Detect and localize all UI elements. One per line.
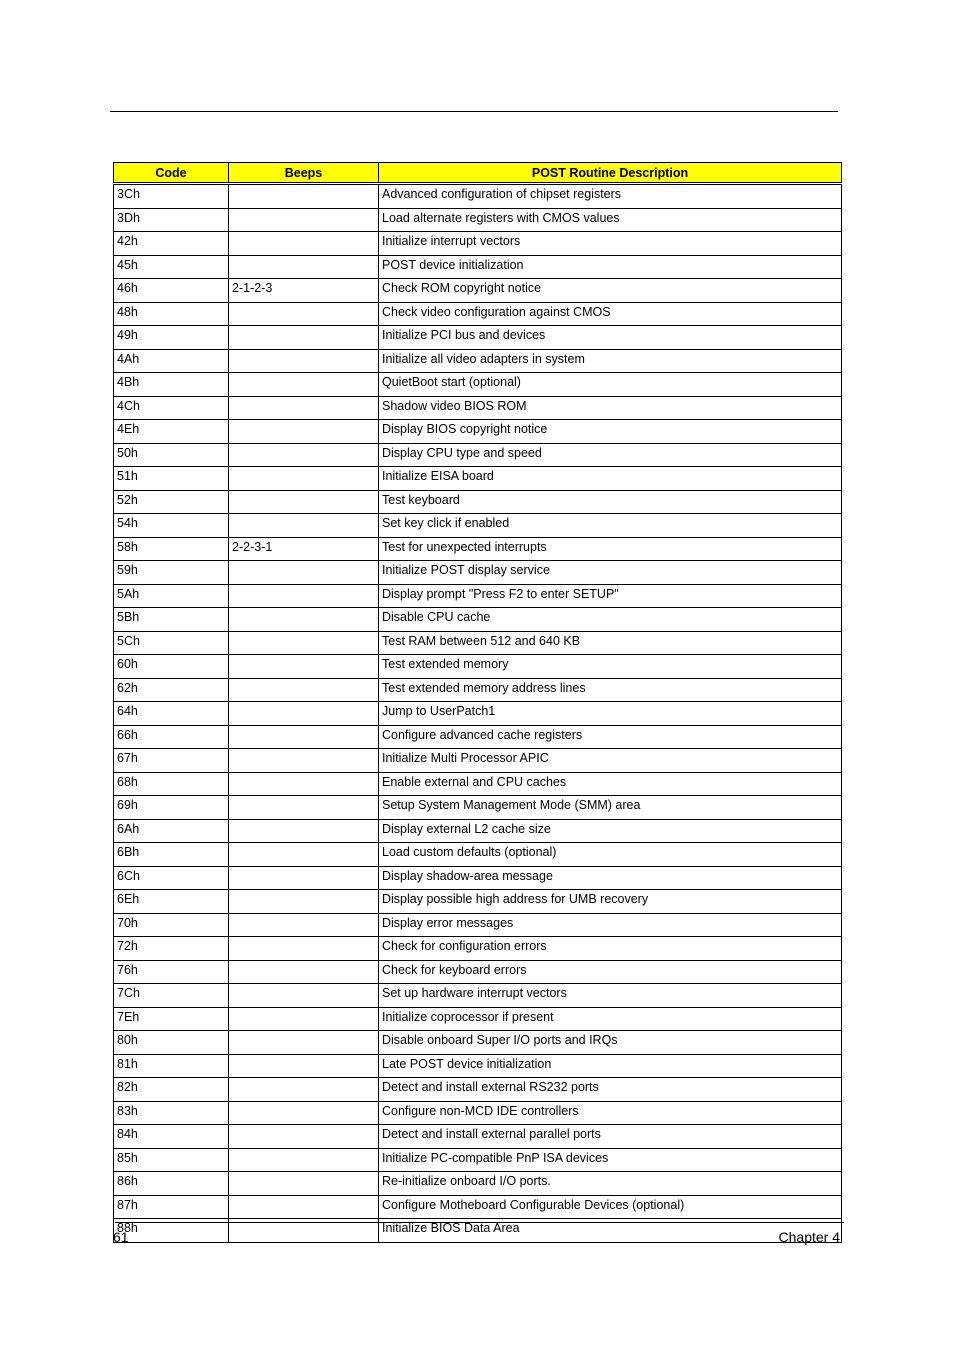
cell-beeps <box>229 678 379 702</box>
cell-code: 86h <box>114 1172 229 1196</box>
table-row <box>114 302 842 326</box>
cell-code: 4Ch <box>114 396 229 420</box>
cell-description: Jump to UserPatch1 <box>379 702 842 726</box>
cell-code: 68h <box>114 772 229 796</box>
cell-description: Configure non-MCD IDE controllers <box>379 1101 842 1125</box>
cell-beeps <box>229 890 379 914</box>
table-row <box>114 890 842 914</box>
cell-description: Detect and install external parallel ports <box>379 1125 842 1149</box>
cell-code: 85h <box>114 1148 229 1172</box>
table-row <box>114 866 842 890</box>
table-row <box>114 772 842 796</box>
table-row <box>114 420 842 444</box>
cell-code: 58h <box>114 537 229 561</box>
cell-beeps <box>229 1172 379 1196</box>
cell-beeps <box>229 819 379 843</box>
cell-beeps <box>229 232 379 256</box>
table-row <box>114 1148 842 1172</box>
table-row <box>114 396 842 420</box>
cell-description: Initialize all video adapters in system <box>379 349 842 373</box>
cell-code: 67h <box>114 749 229 773</box>
cell-code: 87h <box>114 1195 229 1219</box>
cell-description: Initialize EISA board <box>379 467 842 491</box>
table-row <box>114 490 842 514</box>
cell-code: 76h <box>114 960 229 984</box>
table-row <box>114 1054 842 1078</box>
cell-description: Load alternate registers with CMOS values <box>379 208 842 232</box>
cell-beeps <box>229 396 379 420</box>
table-row <box>114 1101 842 1125</box>
cell-beeps <box>229 208 379 232</box>
table-header-row <box>114 163 842 184</box>
table-row <box>114 819 842 843</box>
cell-description: Test keyboard <box>379 490 842 514</box>
cell-description: Late POST device initialization <box>379 1054 842 1078</box>
cell-beeps <box>229 608 379 632</box>
table-row <box>114 279 842 303</box>
cell-description: Re-initialize onboard I/O ports. <box>379 1172 842 1196</box>
cell-description: Initialize PCI bus and devices <box>379 326 842 350</box>
cell-beeps <box>229 255 379 279</box>
cell-description: Test extended memory <box>379 655 842 679</box>
cell-code: 45h <box>114 255 229 279</box>
table-row <box>114 678 842 702</box>
cell-description: Initialize BIOS Data Area <box>379 1219 842 1243</box>
cell-beeps <box>229 1054 379 1078</box>
cell-code: 4Ah <box>114 349 229 373</box>
table-row <box>114 1125 842 1149</box>
table-row <box>114 255 842 279</box>
cell-description: Configure advanced cache registers <box>379 725 842 749</box>
header-code: Code <box>114 163 229 184</box>
cell-description: Setup System Management Mode (SMM) area <box>379 796 842 820</box>
cell-code: 6Ah <box>114 819 229 843</box>
cell-description: Set key click if enabled <box>379 514 842 538</box>
cell-description: Display CPU type and speed <box>379 443 842 467</box>
table-row <box>114 725 842 749</box>
cell-code: 48h <box>114 302 229 326</box>
cell-beeps <box>229 1125 379 1149</box>
cell-beeps <box>229 1148 379 1172</box>
cell-code: 69h <box>114 796 229 820</box>
cell-beeps: 2-2-3-1 <box>229 537 379 561</box>
cell-code: 6Ch <box>114 866 229 890</box>
cell-beeps <box>229 749 379 773</box>
table-row <box>114 326 842 350</box>
cell-code: 84h <box>114 1125 229 1149</box>
cell-beeps <box>229 655 379 679</box>
cell-beeps <box>229 913 379 937</box>
cell-code: 5Ah <box>114 584 229 608</box>
table-row <box>114 514 842 538</box>
cell-beeps <box>229 1031 379 1055</box>
cell-description: Test for unexpected interrupts <box>379 537 842 561</box>
bottom-rule <box>115 1222 844 1223</box>
cell-description: Initialize POST display service <box>379 561 842 585</box>
cell-code: 64h <box>114 702 229 726</box>
cell-description: Test RAM between 512 and 640 KB <box>379 631 842 655</box>
table-row <box>114 537 842 561</box>
cell-beeps <box>229 702 379 726</box>
cell-code: 72h <box>114 937 229 961</box>
table-row <box>114 232 842 256</box>
cell-beeps <box>229 984 379 1008</box>
cell-code: 51h <box>114 467 229 491</box>
cell-code: 3Dh <box>114 208 229 232</box>
table-row <box>114 1031 842 1055</box>
cell-code: 4Eh <box>114 420 229 444</box>
cell-description: POST device initialization <box>379 255 842 279</box>
cell-code: 6Bh <box>114 843 229 867</box>
cell-code: 59h <box>114 561 229 585</box>
cell-description: Display possible high address for UMB recovery <box>379 890 842 914</box>
cell-description: Shadow video BIOS ROM <box>379 396 842 420</box>
cell-beeps <box>229 866 379 890</box>
cell-beeps <box>229 772 379 796</box>
table-row <box>114 608 842 632</box>
cell-beeps <box>229 725 379 749</box>
table-row <box>114 1078 842 1102</box>
table-row <box>114 1007 842 1031</box>
cell-description: Configure Motheboard Configurable Devices (optional) <box>379 1195 842 1219</box>
cell-beeps <box>229 1078 379 1102</box>
cell-code: 6Eh <box>114 890 229 914</box>
cell-description: Display BIOS copyright notice <box>379 420 842 444</box>
table-row <box>114 443 842 467</box>
table-row <box>114 796 842 820</box>
cell-code: 5Ch <box>114 631 229 655</box>
table-row <box>114 843 842 867</box>
cell-beeps <box>229 514 379 538</box>
cell-code: 7Eh <box>114 1007 229 1031</box>
cell-description: Detect and install external RS232 ports <box>379 1078 842 1102</box>
cell-description: Test extended memory address lines <box>379 678 842 702</box>
cell-code: 60h <box>114 655 229 679</box>
cell-beeps <box>229 490 379 514</box>
cell-code: 42h <box>114 232 229 256</box>
cell-beeps <box>229 326 379 350</box>
cell-code: 54h <box>114 514 229 538</box>
cell-description: Check ROM copyright notice <box>379 279 842 303</box>
cell-code: 5Bh <box>114 608 229 632</box>
table-row <box>114 373 842 397</box>
cell-description: Initialize interrupt vectors <box>379 232 842 256</box>
cell-code: 81h <box>114 1054 229 1078</box>
page-number: 61 <box>113 1229 129 1245</box>
cell-beeps <box>229 796 379 820</box>
cell-beeps <box>229 443 379 467</box>
table-row <box>114 702 842 726</box>
cell-description: Advanced configuration of chipset registers <box>379 184 842 209</box>
table-row <box>114 184 842 209</box>
cell-description: Display external L2 cache size <box>379 819 842 843</box>
cell-beeps <box>229 467 379 491</box>
chapter-label: Chapter 4 <box>778 1229 840 1245</box>
header-description: POST Routine Description <box>379 163 842 184</box>
cell-beeps <box>229 843 379 867</box>
table-row <box>114 960 842 984</box>
cell-code: 50h <box>114 443 229 467</box>
cell-code: 49h <box>114 326 229 350</box>
cell-description: Set up hardware interrupt vectors <box>379 984 842 1008</box>
table-row <box>114 913 842 937</box>
table-body <box>114 184 842 1243</box>
header-beeps: Beeps <box>229 163 379 184</box>
table-row <box>114 749 842 773</box>
cell-beeps <box>229 373 379 397</box>
table-row <box>114 631 842 655</box>
cell-code: 82h <box>114 1078 229 1102</box>
cell-beeps <box>229 184 379 209</box>
cell-description: Initialize coprocessor if present <box>379 1007 842 1031</box>
table-row <box>114 584 842 608</box>
cell-beeps: 2-1-2-3 <box>229 279 379 303</box>
cell-beeps <box>229 349 379 373</box>
cell-beeps <box>229 561 379 585</box>
table-row <box>114 937 842 961</box>
cell-description: Initialize Multi Processor APIC <box>379 749 842 773</box>
cell-description: Load custom defaults (optional) <box>379 843 842 867</box>
cell-description: Initialize PC-compatible PnP ISA devices <box>379 1148 842 1172</box>
cell-description: Disable CPU cache <box>379 608 842 632</box>
cell-description: Display error messages <box>379 913 842 937</box>
table-row <box>114 1195 842 1219</box>
cell-description: Display prompt "Press F2 to enter SETUP" <box>379 584 842 608</box>
cell-description: Check for configuration errors <box>379 937 842 961</box>
top-rule <box>110 111 838 112</box>
cell-beeps <box>229 1007 379 1031</box>
table-row <box>114 984 842 1008</box>
cell-code: 7Ch <box>114 984 229 1008</box>
cell-code: 66h <box>114 725 229 749</box>
cell-code: 80h <box>114 1031 229 1055</box>
table-row <box>114 208 842 232</box>
cell-beeps <box>229 960 379 984</box>
cell-code: 3Ch <box>114 184 229 209</box>
table-row <box>114 349 842 373</box>
cell-beeps <box>229 1101 379 1125</box>
cell-beeps <box>229 937 379 961</box>
post-code-table <box>113 162 842 1243</box>
cell-beeps <box>229 420 379 444</box>
cell-code: 70h <box>114 913 229 937</box>
cell-code: 62h <box>114 678 229 702</box>
cell-code: 46h <box>114 279 229 303</box>
cell-beeps <box>229 302 379 326</box>
cell-code: 83h <box>114 1101 229 1125</box>
cell-description: Display shadow-area message <box>379 866 842 890</box>
cell-beeps <box>229 584 379 608</box>
cell-description: Check for keyboard errors <box>379 960 842 984</box>
cell-beeps <box>229 631 379 655</box>
cell-description: Enable external and CPU caches <box>379 772 842 796</box>
table-row <box>114 1172 842 1196</box>
cell-code: 52h <box>114 490 229 514</box>
table-row <box>114 467 842 491</box>
cell-beeps <box>229 1195 379 1219</box>
cell-description: Check video configuration against CMOS <box>379 302 842 326</box>
table-row <box>114 561 842 585</box>
cell-description: QuietBoot start (optional) <box>379 373 842 397</box>
cell-description: Disable onboard Super I/O ports and IRQs <box>379 1031 842 1055</box>
cell-code: 4Bh <box>114 373 229 397</box>
table-row <box>114 655 842 679</box>
cell-code: 88h <box>114 1219 229 1243</box>
